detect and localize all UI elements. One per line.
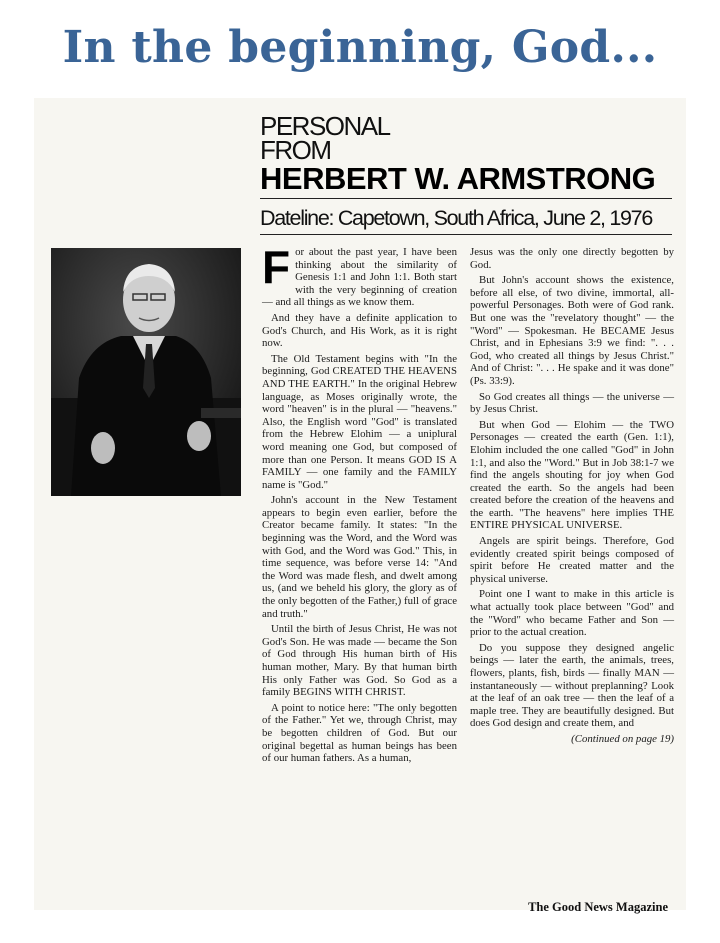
portrait-photo-icon [51, 248, 241, 496]
dateline: Dateline: Capetown, South Africa, June 2, 1976 [260, 206, 652, 230]
article-paragraph: Angels are spirit beings. Therefore, God evidently created spirit beings composed of spirit before He created matter and the physical universe. [470, 535, 674, 585]
author-name: HERBERT W. ARMSTRONG [260, 161, 656, 196]
continued-note: (Continued on page 19) [571, 732, 674, 745]
article-paragraph: Point one I want to make in this article is what actually took place between "God" and the "Word" who became Father and Son — prior to the actual creation. [470, 588, 674, 639]
column-header [260, 111, 680, 196]
article-paragraph: But when God — Elohim — the TWO Personages — created the earth (Gen. 1:1), Elohim included the one called "God" in John 1:1, and also the "Word." But in Job 38:1-7 we find the angels shouting for joy when God created the earth. So the angels had been created before the creation of the heavens and the earth. "The heavens" here implies THE ENTIRE PHYSICAL UNIVERSE. [470, 418, 674, 532]
article-paragraph: So God creates all things — the universe — by Jesus Christ. [470, 390, 674, 416]
magazine-footer: The Good News Magazine [528, 900, 668, 914]
article-column-1 [262, 241, 457, 768]
header-personal: PERSONAL [260, 111, 390, 141]
article-paragraph: Do you suppose they designed angelic beings — later the earth, the animals, trees, flowers, plants, fish, birds — finally MAN — instantaneously — without preplanning? Look at the leaf of an oak tree — then the leaf of a maple tree. They are beautifully designed. But does God design and create them, and [470, 641, 674, 730]
slide-title: In the beginning, God... [62, 22, 658, 73]
article-paragraph: John's account in the New Testament appears to begin even earlier, before the Creator became family. It states: "In the beginning was the Word, and the Word was with God, and the Word was God." This, in time sequence, was before verse 14: "And the Word was made flesh, and dwelt among us, (and we beheld his glory, the glory as of the only begotten of the Father,) full of grace and truth." [262, 494, 457, 620]
article-paragraph: Jesus was the only one directly begotten by God. [470, 246, 674, 271]
article-paragraph: For about the past year, I have been thinking about the similarity of Genesis 1:1 and John 1:1. Both start with the very beginning of creation — and all things as we know them. [262, 241, 457, 309]
article-column-2 [470, 246, 674, 749]
drop-cap: F [262, 241, 291, 293]
article-paragraph: A point to notice here: "The only begotten of the Father." Yet we, through Christ, may be begotten children of God. But our original begettal as human beings has been of our human fathers. As a human, [262, 701, 457, 765]
header-from: FROM [260, 135, 331, 165]
article-paragraph: And they have a definite application to God's Church, and His Work, as it is right now. [262, 311, 457, 350]
dateline-rule [260, 234, 672, 235]
header-rule [260, 198, 672, 199]
article-paragraph: But John's account shows the existence, before all else, of two divine, immortal, all-powerful Personages. Both were of God rank. But one was the "revelatory thought" — the "Word" — Spokesman. He BECAME Jesus Christ, and in Ephesians 3:9 we find: ". . . God, who created all things by Jesus Christ." And of Christ: ". . . He spake and it was done" (Ps. 33:9). [470, 274, 674, 387]
magazine-page-scan [34, 98, 686, 910]
article-paragraph: Until the birth of Jesus Christ, He was not God's Son. He was made — became the Son of God through His human birth of His human mother, Mary. By that human birth His only Father was God. So God as a family BEGINS WITH CHRIST. [262, 623, 457, 699]
article-paragraph: The Old Testament begins with "In the beginning, God CREATED THE HEAVENS AND THE EARTH." In the original Hebrew language, as Moses originally wrote, the word "heaven" is in the plural — "heavens." Also, the English word "God" is translated from the Hebrew Elohim — a uniplural word meaning one God, but composed of more than one Person. It means GOD IS A FAMILY — one family and the FAMILY name is "God." [262, 352, 457, 491]
